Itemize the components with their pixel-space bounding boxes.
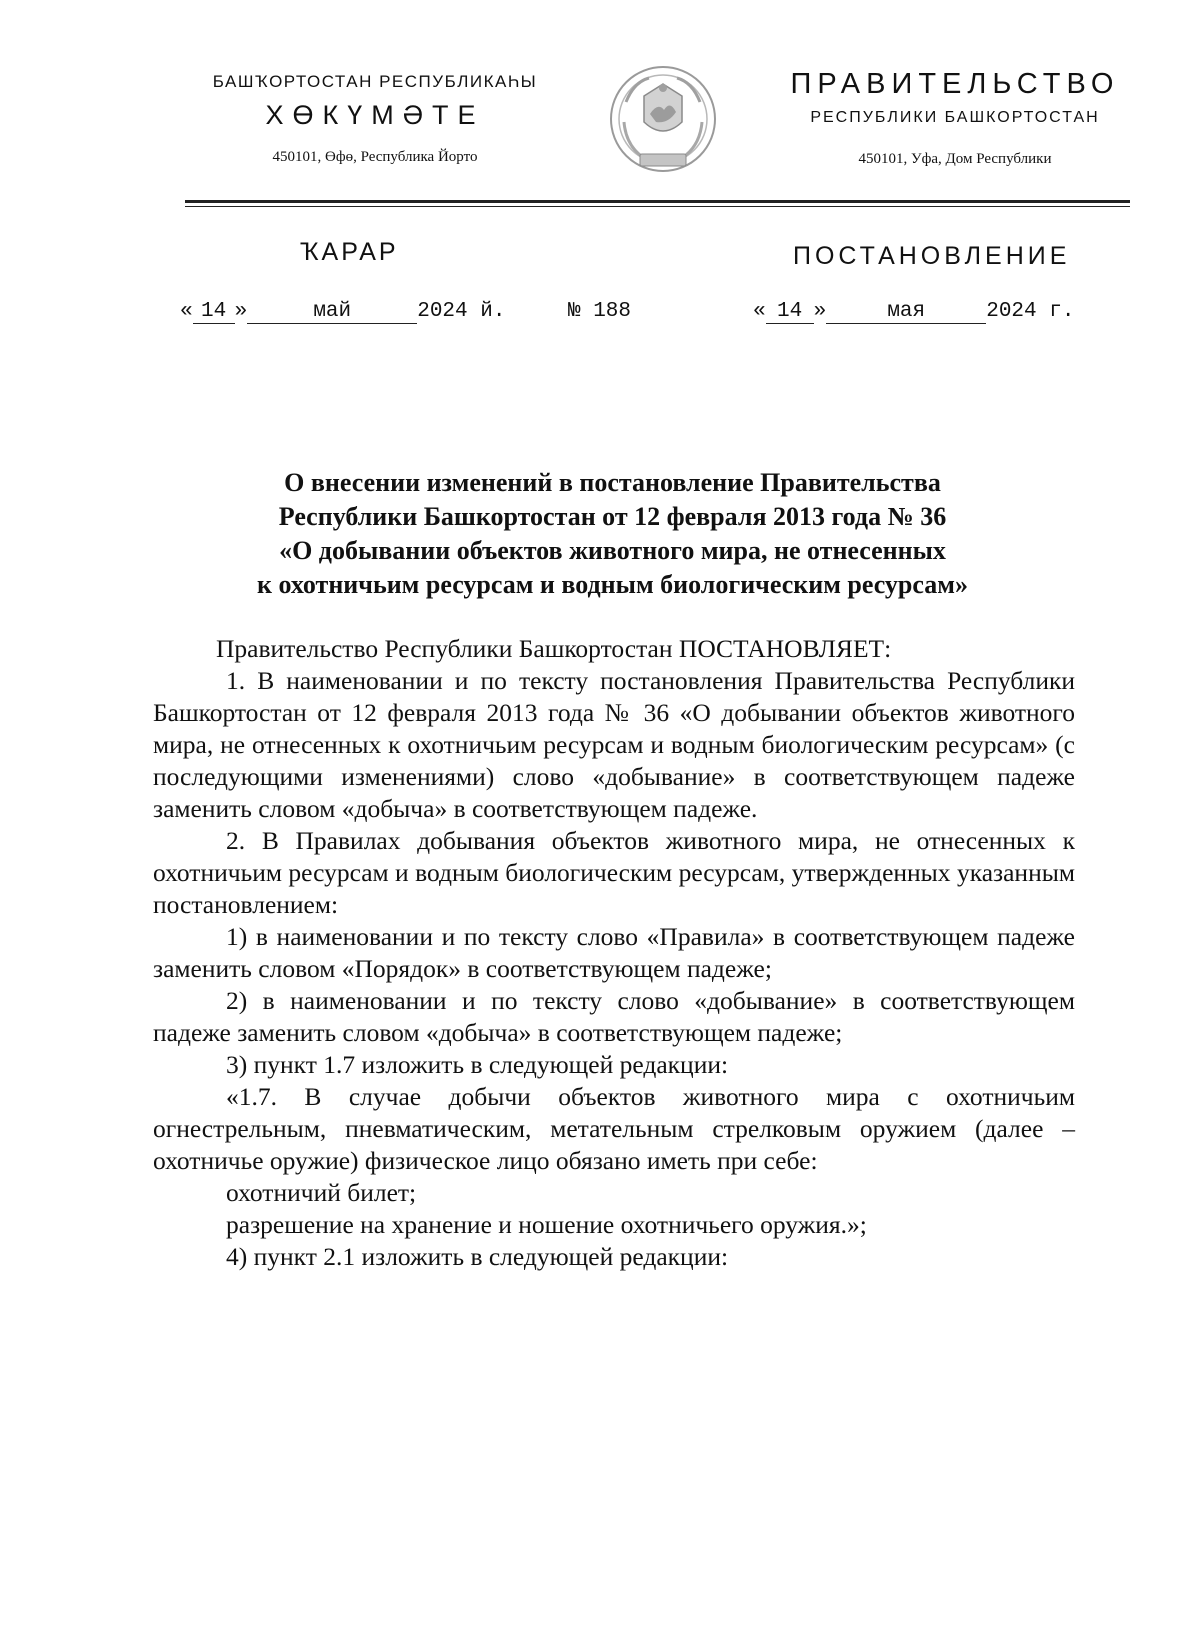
title-line-3: «О добывании объектов животного мира, не отнесенных (279, 536, 946, 565)
document-title (150, 466, 1075, 602)
body-paragraph-3: 1) в наименовании и по тексту слово «Правила» в соответствующем падеже заменить словом «Порядок» в соответствующем падеже; (153, 922, 1075, 983)
body-paragraph-1: 1. В наименовании и по тексту постановления Правительства Республики Башкортостан от 12 февраля 2013 года № 36 «О добывании объектов животного мира, не отнесенных к охотничьим ресурсам и водным биологическим ресурсам» (с последующими изменениями) слово «добывание» в соответствующем падеже заменить словом «добыча» в соответствующем падеже. (153, 666, 1075, 823)
title-line-1: О внесении изменений в постановление Правительства (284, 468, 941, 497)
header-left-address: 450101, Өфө, Республика Йорто (272, 149, 478, 165)
body-paragraph-6: «1.7. В случае добычи объектов животного мира с охотничьим огнестрельным, пневматическим, метательным стрелковым оружием (далее – охотничье оружие) физическое лицо обязано иметь при себе: (153, 1082, 1075, 1175)
header-divider-thick (185, 200, 1130, 203)
date-left-day: 14 (193, 301, 235, 324)
date-right-open-quote: « (753, 300, 766, 323)
body-paragraph-7: охотничий билет; (226, 1178, 417, 1207)
title-line-2: Республики Башкортостан от 12 февраля 2013 года № 36 (278, 502, 947, 531)
header-right-republic: РЕСПУБЛИКИ БАШКОРТОСТАН (810, 109, 1100, 126)
date-left-month: май (247, 301, 417, 324)
date-right-close-quote: » (813, 300, 827, 323)
doc-type-left: ҠАРАР (300, 238, 399, 266)
body-paragraph-8: разрешение на хранение и ношение охотничьего оружия.»; (226, 1210, 867, 1239)
document-body (153, 633, 1075, 1273)
date-left (180, 300, 505, 324)
header-left-government: ХӨКҮМӘТЕ (265, 100, 485, 130)
header-left-block (180, 72, 570, 166)
header-right-block (780, 68, 1130, 168)
date-right-year: 2024 г. (986, 300, 1075, 323)
doc-type-right: ПОСТАНОВЛЕНИЕ (793, 242, 1071, 270)
date-left-year: 2024 й. (417, 300, 506, 323)
body-paragraph-5: 3) пункт 1.7 изложить в следующей редакции: (226, 1050, 729, 1079)
date-right-day: 14 (766, 301, 814, 324)
body-intro: Правительство Республики Башкортостан ПОСТАНОВЛЯЕТ: (216, 634, 892, 663)
header-right-address: 450101, Уфа, Дом Республики (858, 151, 1052, 167)
document-number: № 188 (568, 300, 632, 323)
body-paragraph-2: 2. В Правилах добывания объектов животного мира, не отнесенных к охотничьим ресурсам и водным биологическим ресурсам, утвержденных указанным постановлением: (153, 826, 1075, 919)
body-paragraph-4: 2) в наименовании и по тексту слово «добывание» в соответствующем падеже заменить словом «добыча» в соответствующем падеже; (153, 986, 1075, 1047)
date-left-close-quote: » (234, 300, 248, 323)
header-left-republic: БАШҠОРТОСТАН РЕСПУБЛИКАҺЫ (212, 72, 538, 91)
title-line-4: к охотничьим ресурсам и водным биологическим ресурсам» (257, 570, 968, 599)
body-paragraph-9: 4) пункт 2.1 изложить в следующей редакции: (226, 1242, 729, 1271)
date-left-open-quote: « (180, 300, 193, 323)
coat-of-arms-emblem-icon (604, 62, 722, 180)
header-divider-thin (185, 206, 1130, 207)
header-right-government: ПРАВИТЕЛЬСТВО (790, 68, 1120, 100)
date-right (753, 300, 1074, 324)
date-right-month: мая (826, 301, 986, 324)
